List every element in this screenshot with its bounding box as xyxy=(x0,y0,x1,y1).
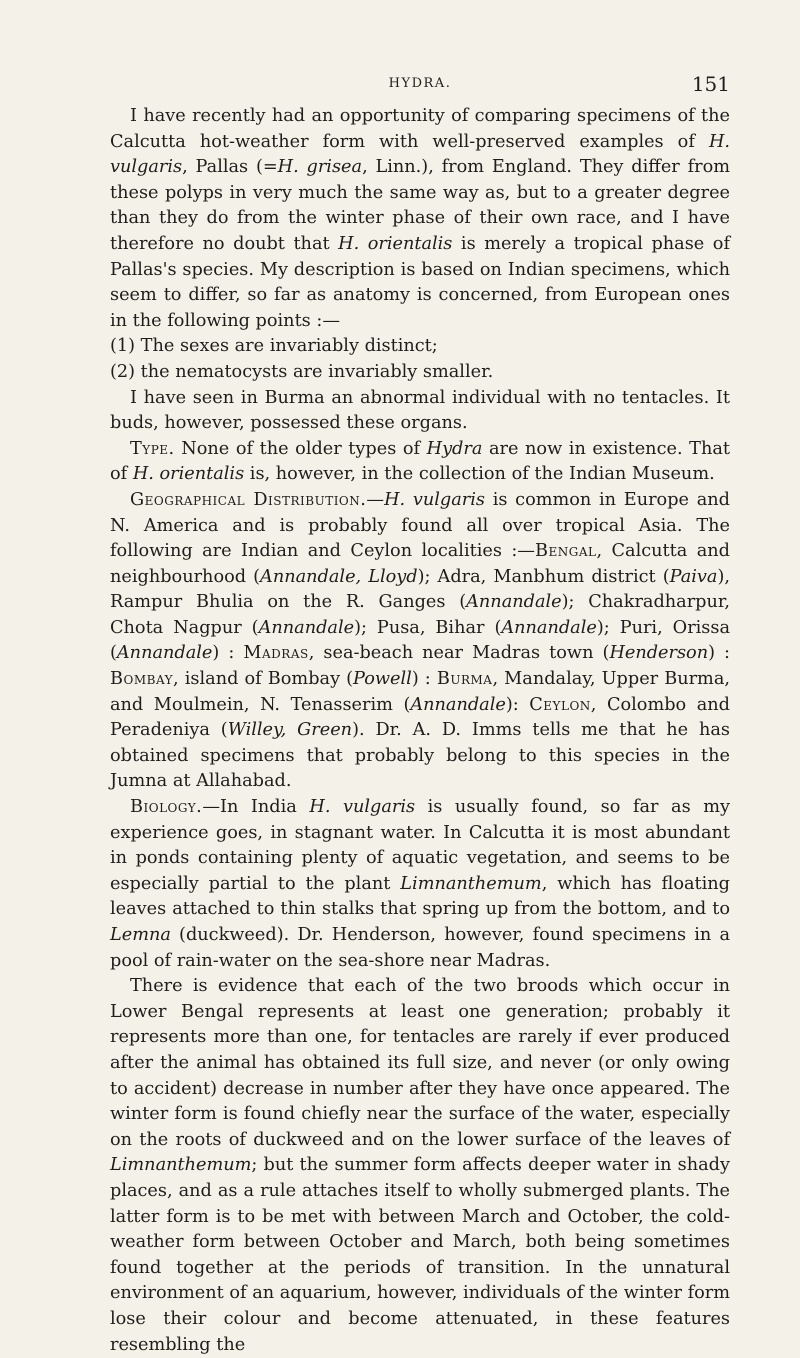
section-heading-distribution: Geographical Distribution. xyxy=(130,489,367,510)
running-title: HYDRA. xyxy=(388,76,452,91)
paragraph-type: Type. None of the older types of Hydra are now in existence. That of H. orientalis is, however, in the collection of the Indian Museum. xyxy=(110,438,730,485)
species-name: H. orientalis xyxy=(338,233,453,254)
paragraph-distribution: Geographical Distribution.—H. vulgaris is common in Europe and N. America and is probably found all over tropical Asia. The following are Indian and Ceylon localities :—Bengal, Calcutta and neighbourhood (Annandale, Lloyd); Adra, Manbhum district (Paiva), Rampur Bhulia on the R. Ganges (Annandale); Chakradharpur, Chota Nagpur (Annandale); Pusa, Bihar (Annandale); Puri, Orissa (Annandale) : Madras, sea-beach near Madras town (Henderson) : Bombay, island of Bombay (Powell) : Burma, Mandalay, Upper Burma, and Moulmein, N. Tenasserim (Annandale): Ceylon, Colombo and Peradeniya (Willey, Green). Dr. A. D. Imms tells me that he has obtained specimens that probably belong to this species in the Jumna at Allahabad. xyxy=(110,489,731,792)
paragraph-comparison: I have recently had an opportunity of comparing specimens of the Calcutta hot-weather form with well-preserved examples of H. vulgaris, Pallas (=H. grisea, Linn.), from England. They differ from these polyps in very much the same way as, but to a greater degree than they do from the winter phase of their own race, and I have therefore no doubt that H. orientalis is merely a tropical phase of Pallas's species. My description is based on Indian specimens, which seem to differ, so far as anatomy is concerned, from European ones in the following points :— xyxy=(110,106,730,331)
paragraph-biology: Biology.—In India H. vulgaris is usually found, so far as my experience goes, in stagnant water. In Calcutta it is most abundant in ponds containing plenty of aquatic vegetation, and seems to be especially partial to the plant Limnanthemum, which has floating leaves attached to thin stalks that spring up from the bottom, and to Lemna (duckweed). Dr. Henderson, however, found specimens in a pool of rain-water on the sea-shore near Madras. xyxy=(110,797,730,971)
section-heading-type: Type. xyxy=(130,438,175,459)
page-number: 151 xyxy=(691,72,730,96)
species-name: H. grisea xyxy=(277,157,363,178)
paragraph-broods: There is evidence that each of the two broods which occur in Lower Bengal represents at least one generation; probably it represents more than one, for tentacles are rarely if ever produced after the animal has obtained its full size, and never (or only owing to accident) decrease in number after they have once appeared. The winter form is found chiefly near the surface of the water, especially on the roots of duckweed and on the lower surface of the leaves of Limnanthemum; but the summer form affects deeper water in shady places, and as a rule attaches itself to wholly submerged plants. The latter form is to be met with between March and October, the cold-weather form between October and March, both being sometimes found together at the periods of transition. In the unnatural environment of an aquarium, however, individuals of the winter form lose their colour and become attenuated, in these features resembling the xyxy=(110,976,730,1355)
running-head xyxy=(110,72,730,102)
species-name: H. orientalis xyxy=(132,464,245,485)
species-name: H. vulgaris xyxy=(110,131,730,178)
section-heading-biology: Biology. xyxy=(130,797,203,818)
point-2: (2) the nematocysts are invariably smaller. xyxy=(110,361,494,382)
genus-name: Hydra xyxy=(426,438,483,459)
paragraph-abnormal: I have seen in Burma an abnormal individual with no tentacles. It buds, however, possessed these organs. xyxy=(110,387,730,434)
point-1: (1) The sexes are invariably distinct; xyxy=(110,336,438,357)
body-text xyxy=(110,104,730,1358)
